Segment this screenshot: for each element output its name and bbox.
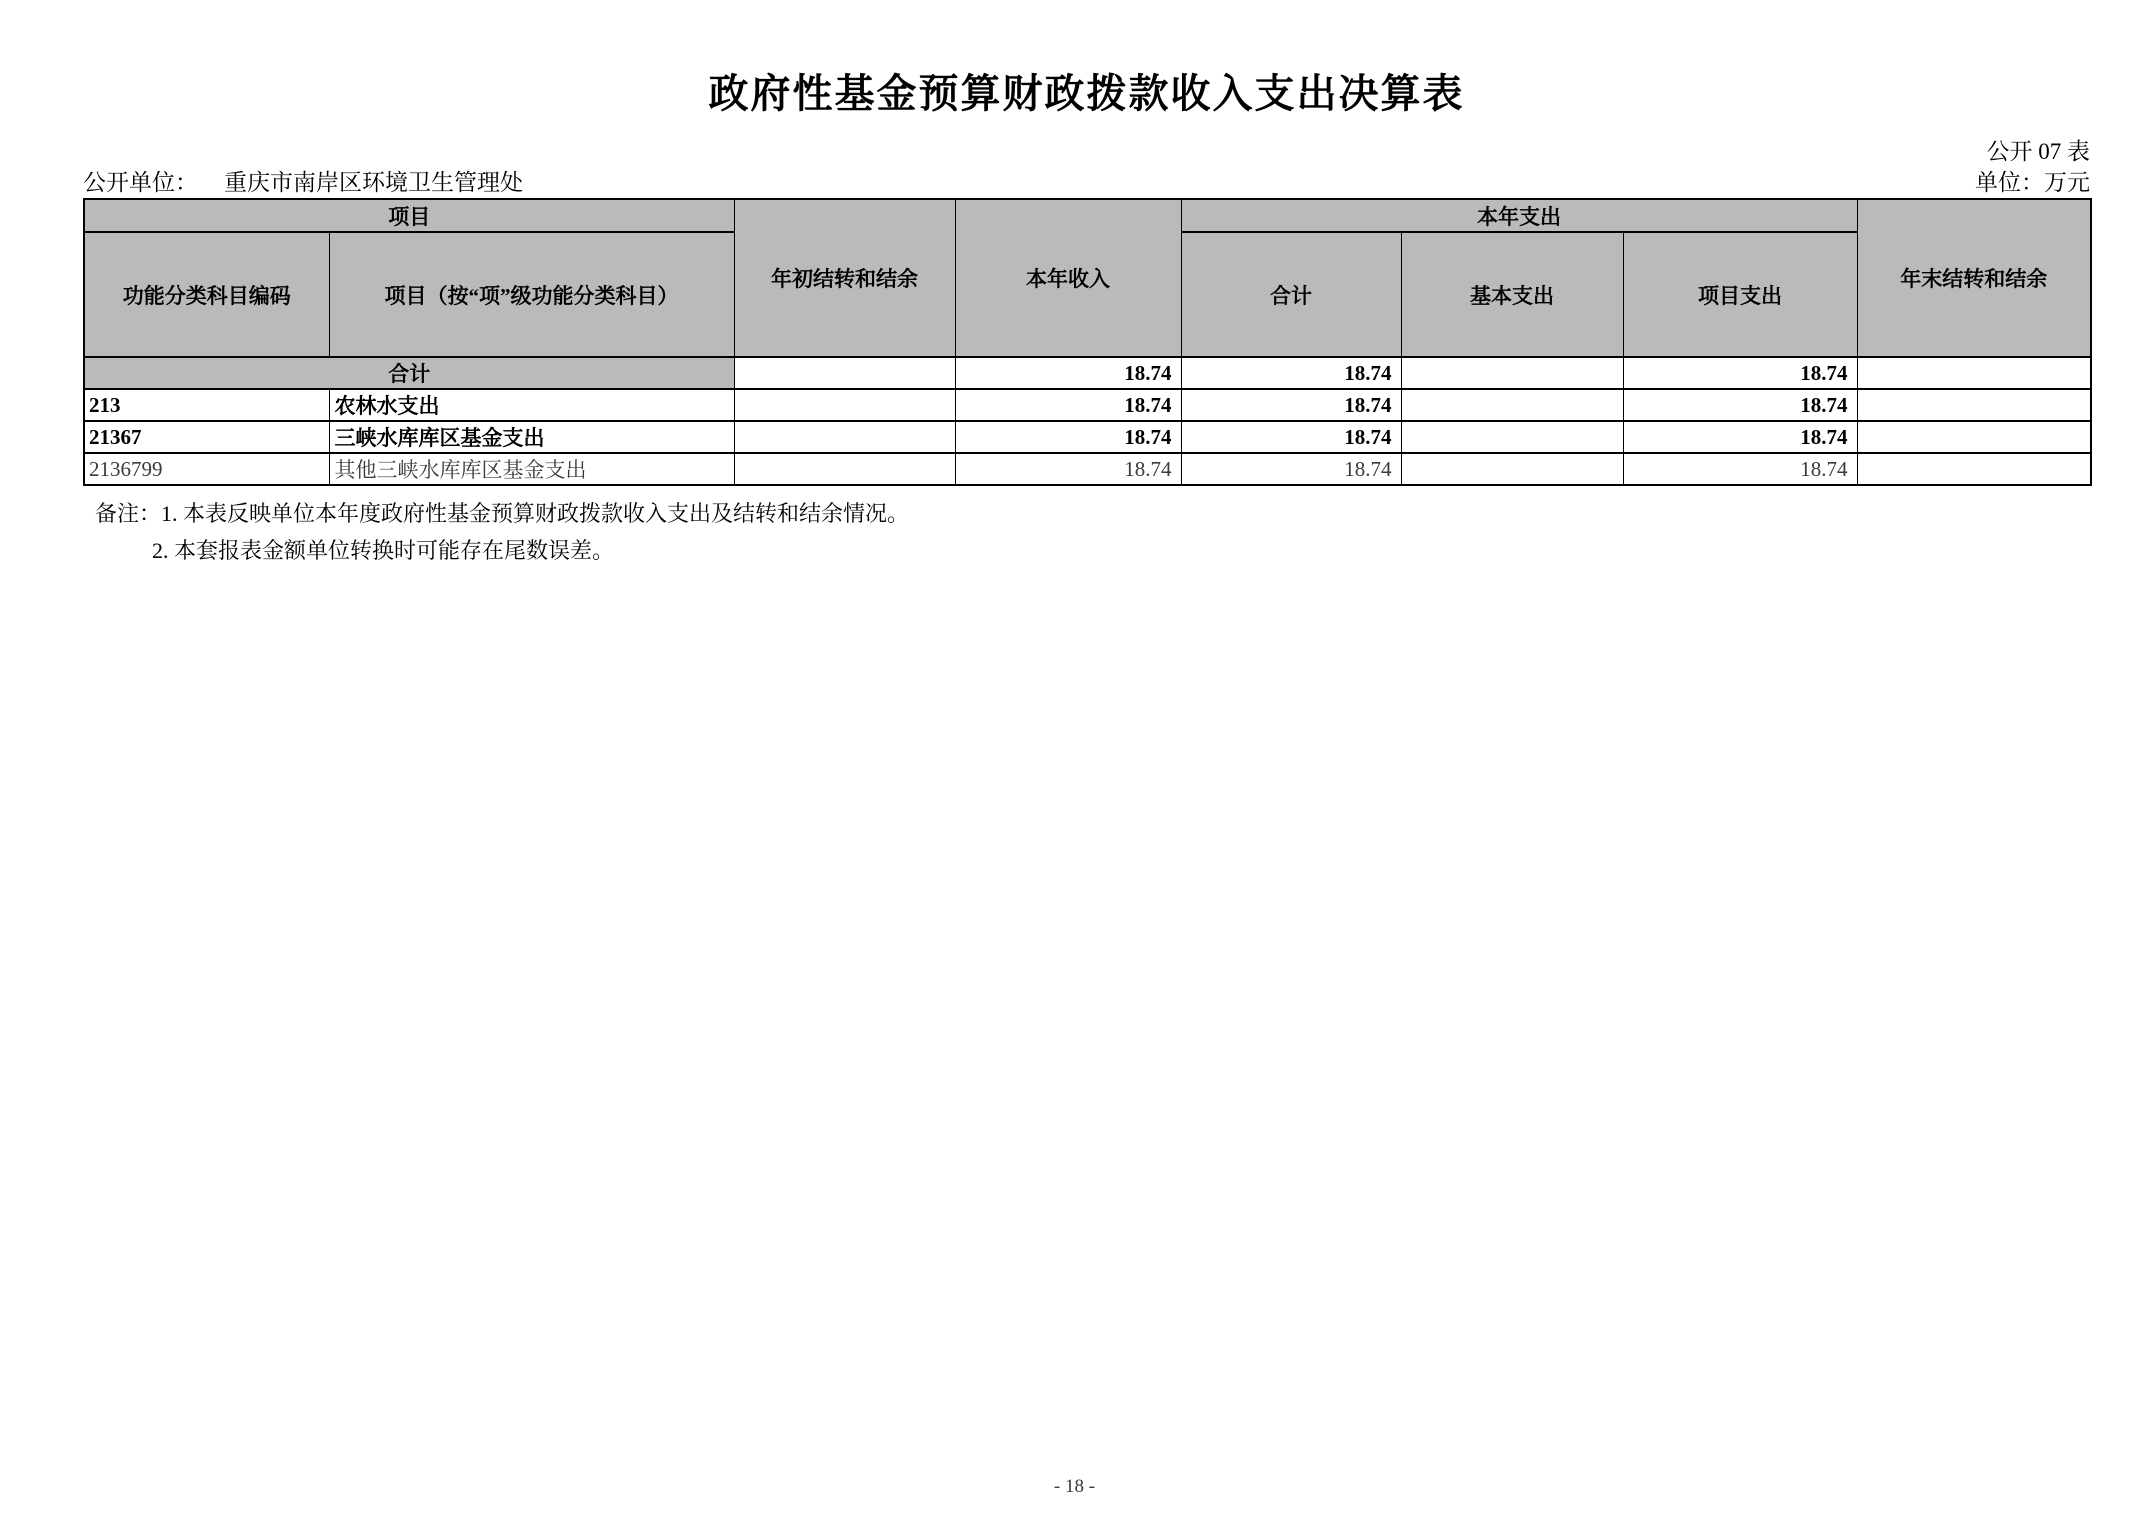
header-code: 功能分类科目编码 bbox=[84, 232, 329, 357]
cell-code: 2136799 bbox=[84, 453, 329, 485]
header-item: 项目（按“项”级功能分类科目） bbox=[329, 232, 734, 357]
cell-closing-balance bbox=[1857, 357, 2091, 389]
cell-expenditure-total: 18.74 bbox=[1181, 357, 1401, 389]
cell-opening-balance bbox=[734, 357, 955, 389]
cell-opening-balance bbox=[734, 389, 955, 421]
disclosure-unit bbox=[83, 167, 523, 198]
cell-closing-balance bbox=[1857, 453, 2091, 485]
cell-project-expenditure: 18.74 bbox=[1623, 453, 1857, 485]
table-row bbox=[84, 421, 2091, 453]
total-label: 合计 bbox=[84, 357, 734, 389]
cell-project-expenditure: 18.74 bbox=[1623, 389, 1857, 421]
cell-basic-expenditure bbox=[1401, 453, 1623, 485]
cell-current-income: 18.74 bbox=[955, 453, 1181, 485]
note-line-2: 2. 本套报表金额单位转换时可能存在尾数误差。 bbox=[152, 538, 615, 563]
cell-current-income: 18.74 bbox=[955, 421, 1181, 453]
unit-line bbox=[83, 167, 2090, 198]
cell-project-expenditure: 18.74 bbox=[1623, 357, 1857, 389]
table-code: 公开 07 表 bbox=[1986, 139, 2090, 164]
cell-item-name: 其他三峡水库库区基金支出 bbox=[329, 453, 734, 485]
cell-expenditure-total: 18.74 bbox=[1181, 421, 1401, 453]
cell-closing-balance bbox=[1857, 389, 2091, 421]
disclosure-unit-name: 重庆市南岸区环境卫生管理处 bbox=[224, 170, 523, 195]
cell-basic-expenditure bbox=[1401, 421, 1623, 453]
disclosure-unit-label: 公开单位： bbox=[83, 170, 198, 195]
header-row-1 bbox=[84, 199, 2091, 232]
cell-current-income: 18.74 bbox=[955, 389, 1181, 421]
page-number: - 18 - bbox=[1053, 1476, 1096, 1497]
fiscal-table bbox=[83, 198, 2092, 486]
amount-unit: 单位：万元 bbox=[1975, 170, 2090, 195]
cell-expenditure-total: 18.74 bbox=[1181, 453, 1401, 485]
cell-project-expenditure: 18.74 bbox=[1623, 421, 1857, 453]
header-closing-balance: 年末结转和结余 bbox=[1857, 199, 2091, 357]
header-project-expenditure: 项目支出 bbox=[1623, 232, 1857, 357]
cell-item-name: 三峡水库库区基金支出 bbox=[329, 421, 734, 453]
header-basic-expenditure: 基本支出 bbox=[1401, 232, 1623, 357]
header-project-group: 项目 bbox=[84, 199, 734, 232]
header-current-income: 本年收入 bbox=[955, 199, 1181, 357]
table-row bbox=[84, 389, 2091, 421]
cell-code: 213 bbox=[84, 389, 329, 421]
cell-expenditure-total: 18.74 bbox=[1181, 389, 1401, 421]
note-line-1: 备注：1. 本表反映单位本年度政府性基金预算财政拨款收入支出及结转和结余情况。 bbox=[95, 501, 910, 526]
cell-opening-balance bbox=[734, 453, 955, 485]
header-opening-balance: 年初结转和结余 bbox=[734, 199, 955, 357]
cell-basic-expenditure bbox=[1401, 389, 1623, 421]
cell-current-income: 18.74 bbox=[955, 357, 1181, 389]
cell-item-name: 农林水支出 bbox=[329, 389, 734, 421]
table-row bbox=[84, 453, 2091, 485]
cell-opening-balance bbox=[734, 421, 955, 453]
table-row-total bbox=[84, 357, 2091, 389]
cell-code: 21367 bbox=[84, 421, 329, 453]
page-title: 政府性基金预算财政拨款收入支出决算表 bbox=[708, 71, 1465, 116]
cell-closing-balance bbox=[1857, 421, 2091, 453]
cell-basic-expenditure bbox=[1401, 357, 1623, 389]
notes bbox=[83, 495, 2090, 569]
header-expenditure-total: 合计 bbox=[1181, 232, 1401, 357]
header-expenditure-group: 本年支出 bbox=[1181, 199, 1857, 232]
